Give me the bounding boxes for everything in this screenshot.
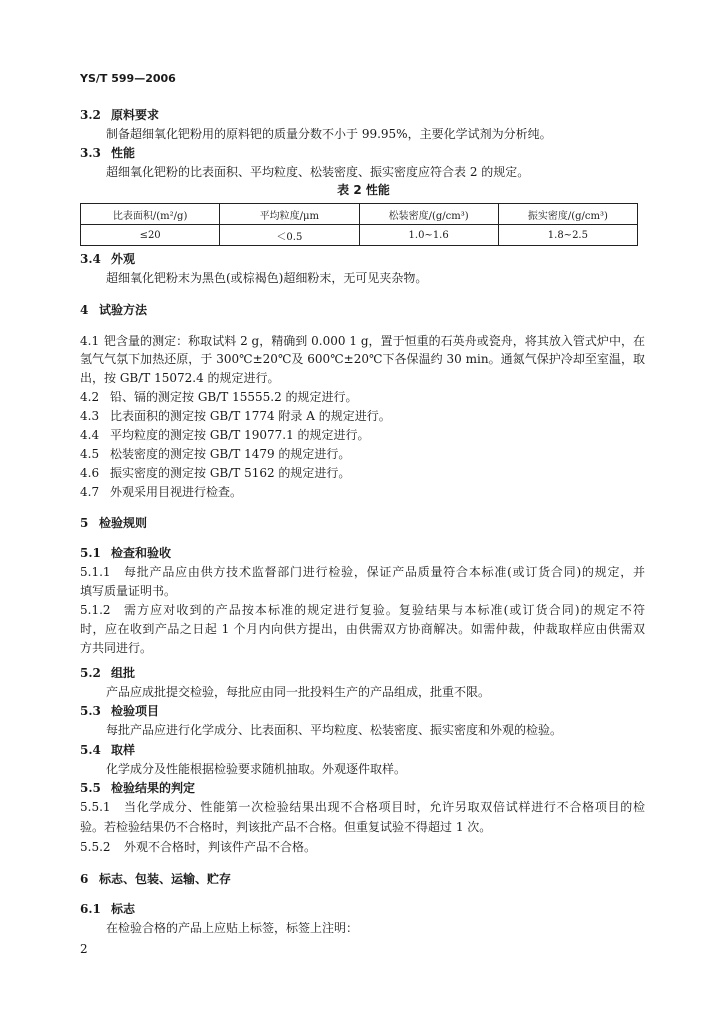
clause-4-2-number: 4.2: [80, 390, 100, 404]
cell-average-particle-size: ＜0.5: [220, 225, 359, 246]
clause-5-1-2-line-2: 时，应在收到产品之日起 1 个月内向供方提出，由供需双方协商解决。如需仲裁，仲裁取样应由供需双: [80, 622, 645, 636]
section-5-3-number: 5.3: [80, 704, 101, 718]
clause-5-5-1-line-1: 当化学成分、性能第一次检验结果出现不合格项目时，允许另取双倍试样进行不合格项目的检: [124, 800, 645, 814]
cell-bulk-density: 1.0~1.6: [359, 225, 498, 246]
section-5-1-title: 检查和验收: [111, 546, 172, 560]
document-header-standard-number: YS/T 599—2006: [80, 72, 176, 85]
clause-4-7-number: 4.7: [80, 485, 100, 499]
clause-4-4-number: 4.4: [80, 428, 100, 442]
section-6-1-body: 在检验合格的产品上应贴上标签，标签上注明：: [106, 921, 359, 935]
clause-5-1-2-number: 5.1.2: [80, 603, 111, 617]
section-6-1-title: 标志: [111, 902, 136, 916]
section-5-5-number: 5.5: [80, 781, 101, 795]
section-5-2-body: 产品应成批提交检验，每批应由同一批投料生产的产品组成，批重不限。: [106, 685, 491, 699]
clause-4-1-line-3: 出，按 GB/T 15072.4 的规定进行。: [80, 371, 280, 385]
header-tap-density: 振实密度/(g/cm³): [498, 204, 637, 225]
clause-5-5-2-number: 5.5.2: [80, 840, 111, 854]
clause-5-5-1-line-2: 验。若检验结果仍不合格时，判该批产品不合格。但重复试验不得超过 1 次。: [80, 820, 492, 834]
table-2-caption: 表 2 性能: [337, 183, 390, 197]
clause-4-7-text: 外观采用目视进行检查。: [110, 485, 243, 499]
section-5-3-title: 检验项目: [111, 704, 160, 718]
chapter-4-title: 试验方法: [99, 303, 148, 317]
clause-4-3-text: 比表面积的测定按 GB/T 1774 附录 A 的规定进行。: [110, 409, 391, 423]
section-5-2-number: 5.2: [80, 666, 101, 680]
header-average-particle-size: 平均粒度/μm: [220, 204, 359, 225]
clause-4-4-text: 平均粒度的测定按 GB/T 19077.1 的规定进行。: [110, 428, 370, 442]
section-3-3-number: 3.3: [80, 146, 101, 160]
section-5-4-title: 取样: [111, 743, 136, 757]
table-row: [81, 225, 638, 246]
section-3-2-title: 原料要求: [111, 108, 160, 122]
cell-tap-density: 1.8~2.5: [498, 225, 637, 246]
chapter-6-title: 标志、包装、运输、贮存: [99, 872, 232, 886]
clause-4-3-number: 4.3: [80, 409, 100, 423]
section-6-1-number: 6.1: [80, 902, 101, 916]
clause-5-1-1-line-1: 每批产品应由供方技术监督部门进行检验，保证产品质量符合本标准(或订货合同)的规定，并: [124, 565, 645, 579]
performance-table: [80, 203, 638, 246]
clause-4-6-number: 4.6: [80, 466, 100, 480]
clause-4-5-number: 4.5: [80, 447, 100, 461]
clause-4-1-line-2: 氢气气氛下加热还原，于 300℃±20℃及 600℃±20℃下各保温约 30 min。通氮气保护冷却至室温，取: [80, 352, 645, 366]
section-3-4-body: 超细氧化钯粉末为黑色(或棕褐色)超细粉末，无可见夹杂物。: [106, 271, 428, 285]
clause-5-1-1-number: 5.1.1: [80, 565, 111, 579]
section-3-3-title: 性能: [111, 146, 136, 160]
clause-4-1-line-1: 钯含量的测定：称取试料 2 g，精确到 0.000 1 g，置于恒重的石英舟或瓷舟，将其放入管式炉中，在: [104, 334, 645, 348]
clause-4-2-text: 铅、镉的测定按 GB/T 15555.2 的规定进行。: [110, 390, 358, 404]
cell-specific-surface-area: ≤20: [81, 225, 220, 246]
clause-5-1-2-line-1: 需方应对收到的产品按本标准的规定进行复验。复验结果与本标准(或订货合同)的规定不符: [124, 603, 645, 617]
clause-4-5-text: 松装密度的测定按 GB/T 1479 的规定进行。: [110, 447, 351, 461]
header-bulk-density: 松装密度/(g/cm³): [359, 204, 498, 225]
section-3-3-body: 超细氧化钯粉的比表面积、平均粒度、松装密度、振实密度应符合表 2 的规定。: [106, 165, 530, 179]
section-5-4-body: 化学成分及性能根据检验要求随机抽取。外观逐件取样。: [106, 762, 407, 776]
section-3-2-body: 制备超细氧化钯粉用的原料钯的质量分数不小于 99.95%，主要化学试剂为分析纯。: [106, 127, 552, 141]
section-5-5-title: 检验结果的判定: [111, 781, 196, 795]
section-5-2-title: 组批: [111, 666, 136, 680]
clause-5-1-2-line-3: 方共同进行。: [80, 641, 153, 655]
section-5-4-number: 5.4: [80, 743, 101, 757]
clause-4-6-text: 振实密度的测定按 GB/T 5162 的规定进行。: [110, 466, 351, 480]
section-3-4-title: 外观: [111, 252, 136, 266]
clause-5-5-1-number: 5.5.1: [80, 800, 111, 814]
page-number: 2: [80, 942, 88, 956]
chapter-5-title: 检验规则: [99, 516, 148, 530]
clause-5-5-2-text: 外观不合格时，判该件产品不合格。: [124, 840, 317, 854]
section-5-3-body: 每批产品应进行化学成分、比表面积、平均粒度、松装密度、振实密度和外观的检验。: [106, 723, 563, 737]
header-specific-surface-area: 比表面积/(m²/g): [81, 204, 220, 225]
chapter-5-number: 5: [80, 516, 89, 530]
table-header-row: [81, 204, 638, 225]
section-3-4-number: 3.4: [80, 252, 101, 266]
section-3-2-number: 3.2: [80, 108, 101, 122]
clause-5-1-1-line-2: 填写质量证明书。: [80, 584, 177, 598]
clause-4-1-number: 4.1: [80, 334, 100, 348]
chapter-4-number: 4: [80, 303, 89, 317]
chapter-6-number: 6: [80, 872, 89, 886]
section-5-1-number: 5.1: [80, 546, 101, 560]
